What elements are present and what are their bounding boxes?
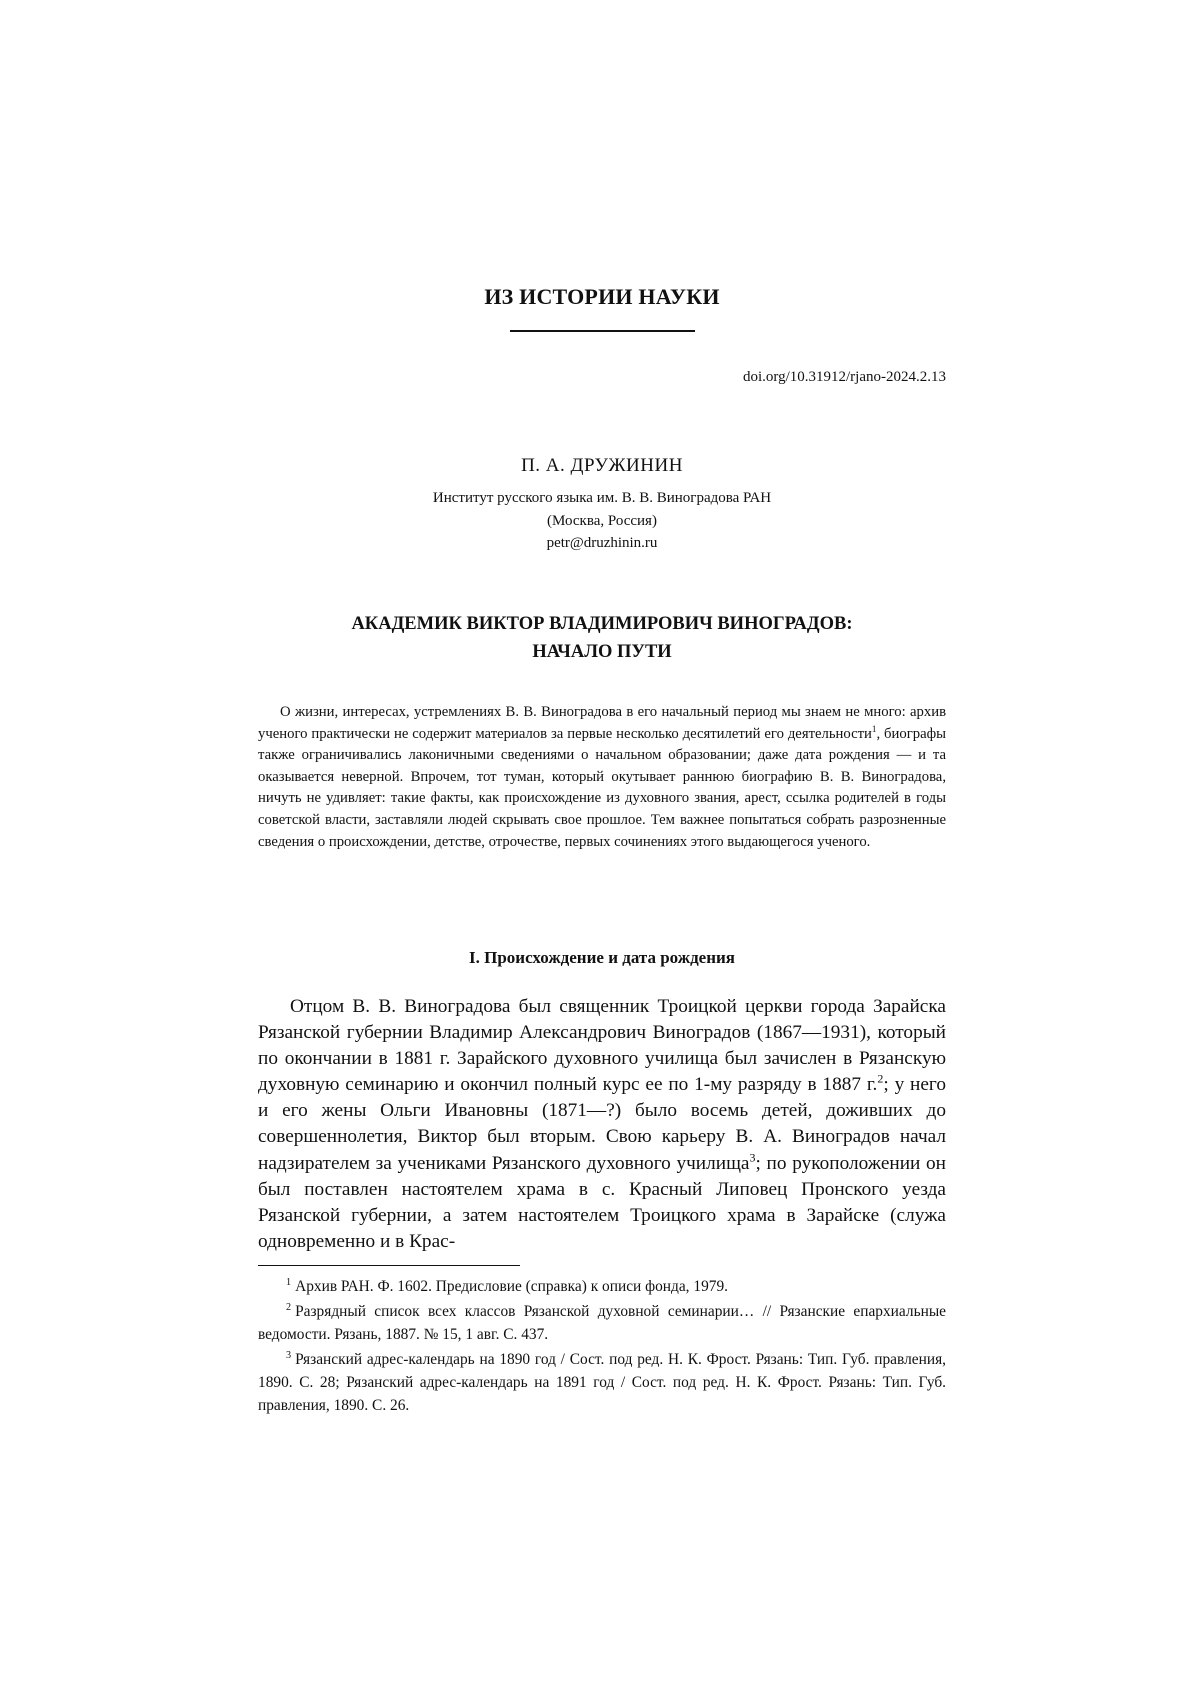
footnote-3-mark: 3 bbox=[286, 1349, 292, 1361]
footnote-1 bbox=[258, 1275, 946, 1298]
footnote-2 bbox=[258, 1300, 946, 1346]
footnote-2-text: Разрядный список всех классов Рязанской духовной семинарии… // Рязанские епархиальные ведомости. Рязань, 1887. № 15, 1 авг. С. 437. bbox=[258, 1303, 946, 1343]
footnote-rule bbox=[258, 1265, 520, 1266]
body-text-1: Отцом В. В. Виноградова был священник Троицкой церкви города Зарайска Рязанской губернии Владимир Александрович Виноградов (1867—1931), который по окончании в 1881 г. Зарайского духовного училища был зачислен в Рязанскую духовную семинарию и окончил полный курс ее по 1-му разряду в 1887 г. bbox=[258, 996, 946, 1096]
footnote-1-mark: 1 bbox=[286, 1276, 292, 1288]
abstract-text-1: О жизни, интересах, устремлениях В. В. Виноградова в его начальный период мы знаем не много: архив ученого практически не содержит материалов за первые несколько десятилетий его деятельности bbox=[258, 704, 946, 742]
body-paragraph bbox=[258, 994, 946, 1255]
doi-link[interactable]: doi.org/10.31912/rjano-2024.2.13 bbox=[742, 369, 946, 385]
article-title bbox=[258, 610, 946, 666]
section-heading: I. Происхождение и дата рождения bbox=[469, 948, 735, 967]
footnote-ref-3[interactable]: 3 bbox=[749, 1150, 756, 1165]
author-location: (Москва, Россия) bbox=[547, 513, 657, 529]
footnotes bbox=[258, 1275, 946, 1419]
footnote-ref-1[interactable]: 1 bbox=[871, 723, 877, 734]
abstract-text-2: , биографы также ограничивались лаконичными сведениями о начальном образовании; даже дата рождения — и та оказывается неверной. Впрочем, тот туман, который окутывает раннюю биографию В. В. Виноградова, ничуть не удивляет: такие факты, как происхождение из духовного звания, арест, ссылка родителей в годы советской власти, заставляли людей скрывать свое прошлое. Тем важнее попытаться собрать разрозненные сведения о происхождении, детстве, отрочестве, первых сочинениях этого выдающегося ученого. bbox=[258, 725, 946, 850]
author-institution: Институт русского языка им. В. В. Виноградова РАН bbox=[432, 490, 772, 506]
footnote-2-mark: 2 bbox=[286, 1301, 292, 1313]
article-title-line-2: НАЧАЛО ПУТИ bbox=[532, 642, 672, 662]
footnote-3-text: Рязанский адрес-календарь на 1890 год / Сост. под ред. Н. К. Фрост. Рязань: Тип. Губ. правления, 1890. С. 28; Рязанский адрес-календарь на 1891 год / Сост. под ред. Н. К. Фрост. Рязань: Тип. Губ. правления, 1890. С. 26. bbox=[258, 1351, 946, 1414]
abstract bbox=[258, 702, 946, 853]
footnote-ref-2[interactable]: 2 bbox=[877, 1071, 884, 1086]
body-text-2: ; у него и его жены Ольги Ивановны (1871—?) было восемь детей, доживших до совершеннолетия, Виктор был вторым. Свою карьеру В. А. Виноградов начал надзирателем за учениками Рязанского духовного училища bbox=[258, 1074, 946, 1174]
footnote-3 bbox=[258, 1348, 946, 1417]
author-name: П. А. ДРУЖИНИН bbox=[521, 455, 683, 476]
section-header: ИЗ ИСТОРИИ НАУКИ bbox=[484, 284, 720, 309]
footnote-1-text: Архив РАН. Ф. 1602. Предисловие (справка) к описи фонда, 1979. bbox=[295, 1278, 729, 1295]
body-text-3: ; по рукоположении он был поставлен настоятелем храма в с. Красный Липовец Пронского уезда Рязанской губернии, а затем настоятелем Троицкого храма в Зарайске (служа одновременно и в Крас- bbox=[258, 1152, 946, 1252]
article-title-line-1: АКАДЕМИК ВИКТОР ВЛАДИМИРОВИЧ ВИНОГРАДОВ: bbox=[351, 614, 853, 634]
author-email[interactable]: petr@druzhinin.ru bbox=[546, 535, 658, 551]
header-rule bbox=[510, 330, 695, 332]
